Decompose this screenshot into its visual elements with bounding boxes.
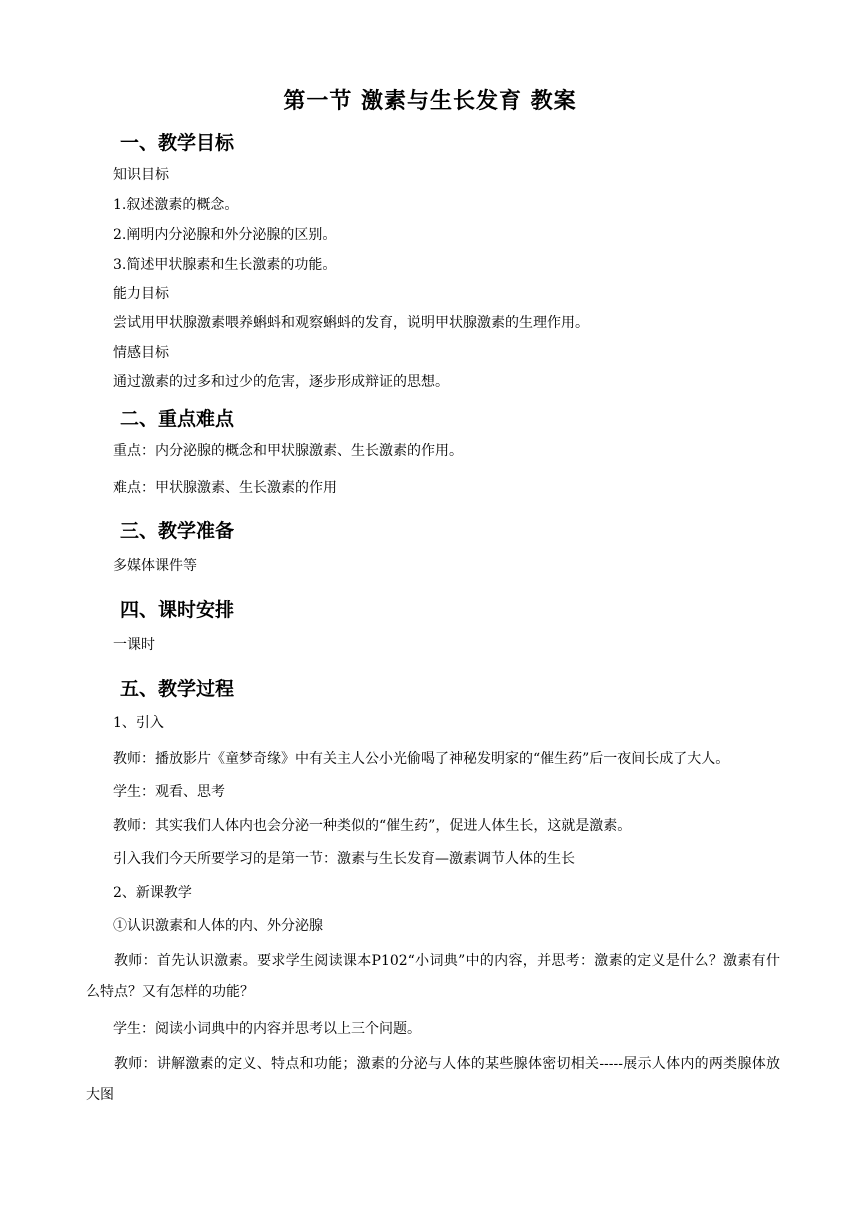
ability-objective-label: 能力目标 bbox=[113, 286, 169, 302]
document-title: 第一节 激素与生长发育 教案 bbox=[283, 89, 577, 114]
intro-lead-line: 引入我们今天所要学习的是第一节：激素与生长发育—激素调节人体的生长 bbox=[113, 851, 575, 867]
knowledge-objective-label: 知识目标 bbox=[113, 167, 169, 183]
ability-objective-text: 尝试用甲状腺激素喂养蝌蚪和观察蝌蚪的发育，说明甲状腺激素的生理作用。 bbox=[113, 315, 589, 331]
new-teacher-paragraph: 教师：首先认识激素。要求学生阅读课本P102“小词典”中的内容，并思考：激素的定义是什么？激素有什么特点？又有怎样的功能？ bbox=[86, 953, 780, 1000]
intro-student-line: 学生：观看、思考 bbox=[113, 784, 225, 800]
new-student-line: 学生：阅读小词典中的内容并思考以上三个问题。 bbox=[113, 1021, 421, 1037]
intro-teacher-line: 教师：播放影片《童梦奇缘》中有关主人公小光偷喝了神秘发明家的“催生药”后一夜间长成了大人。 bbox=[113, 751, 730, 767]
section-heading-preparation: 三、教学准备 bbox=[120, 520, 235, 542]
section-heading-key-points: 二、重点难点 bbox=[120, 408, 235, 430]
preparation-text: 多媒体课件等 bbox=[113, 558, 197, 574]
difficulty-text: 难点：甲状腺激素、生长激素的作用 bbox=[113, 480, 337, 496]
intro-label: 1、引入 bbox=[113, 715, 164, 731]
knowledge-item: 2.阐明内分泌腺和外分泌腺的区别。 bbox=[113, 227, 337, 243]
intro-teacher-line: 教师：其实我们人体内也会分泌一种类似的“催生药”，促进人体生长，这就是激素。 bbox=[113, 818, 632, 834]
emotion-objective-label: 情感目标 bbox=[113, 345, 169, 361]
knowledge-item: 1.叙述激素的概念。 bbox=[113, 197, 239, 213]
new-lesson-label: 2、新课教学 bbox=[113, 885, 192, 901]
knowledge-item: 3.简述甲状腺素和生长激素的功能。 bbox=[113, 257, 337, 273]
section-heading-process: 五、教学过程 bbox=[120, 678, 235, 700]
emotion-objective-text: 通过激素的过多和过少的危害，逐步形成辩证的思想。 bbox=[113, 374, 449, 390]
new-lesson-sub-label: ①认识激素和人体的内、外分泌腺 bbox=[113, 918, 323, 934]
new-teacher-paragraph: 教师：讲解激素的定义、特点和功能；激素的分泌与人体的某些腺体密切相关-----展示人体内的两类腺体放大图 bbox=[86, 1056, 780, 1103]
section-heading-schedule: 四、课时安排 bbox=[120, 599, 235, 621]
focus-text: 重点：内分泌腺的概念和甲状腺激素、生长激素的作用。 bbox=[113, 443, 463, 459]
schedule-text: 一课时 bbox=[113, 637, 155, 653]
section-heading-objectives: 一、教学目标 bbox=[120, 132, 235, 154]
